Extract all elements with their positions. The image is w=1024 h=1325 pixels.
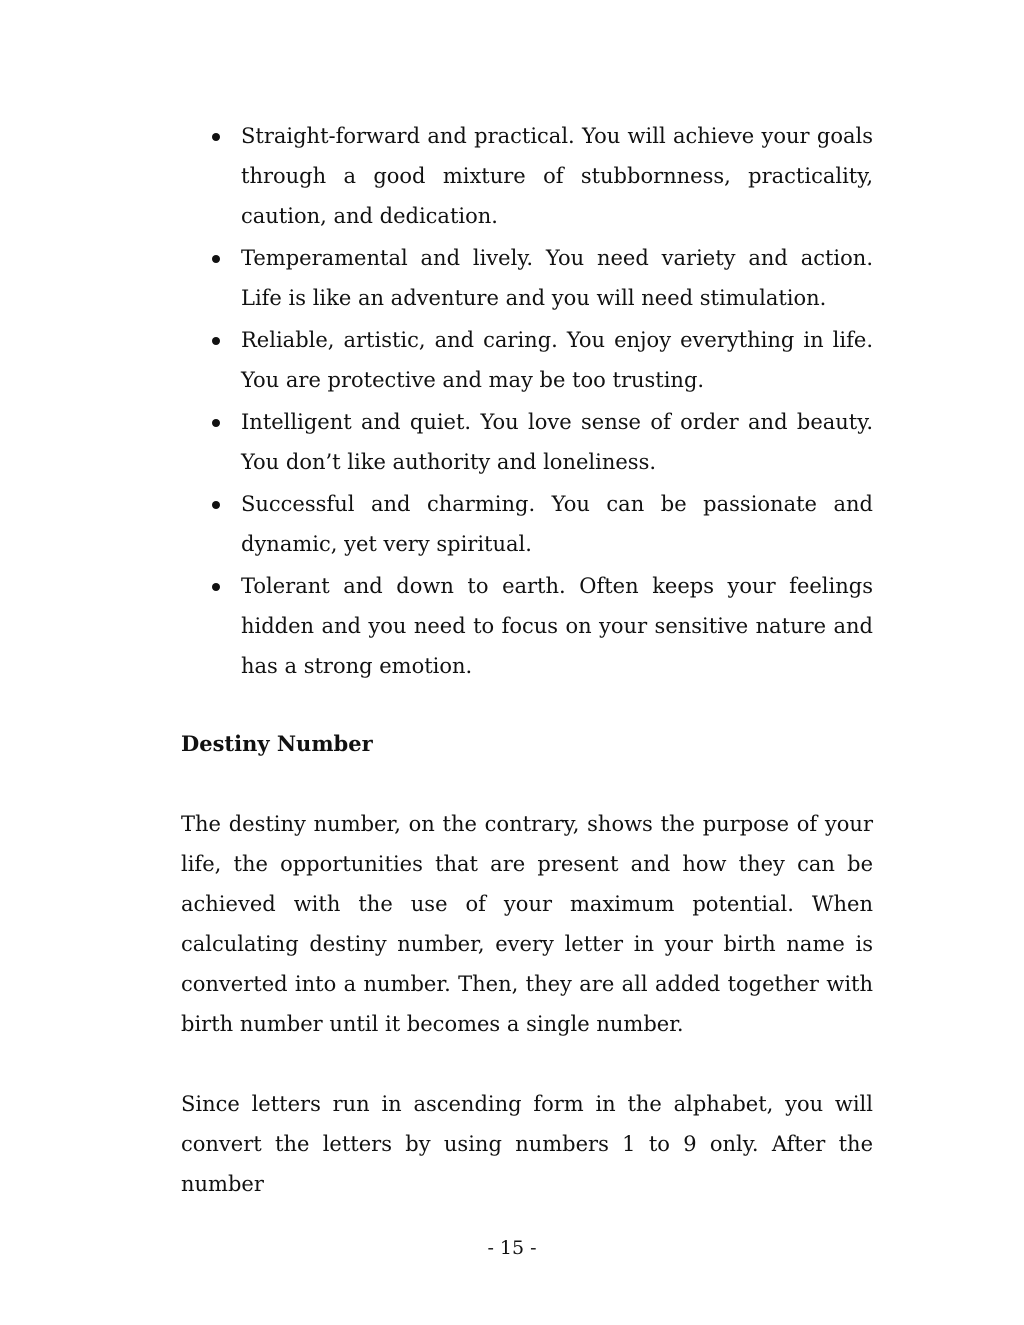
- bullet-dot-icon: [212, 419, 220, 427]
- bullet-text: Straight-forward and practical. You will achieve your goals through a good mixture of stubbornness, practicality, caution, and dedication.: [241, 124, 873, 228]
- bullet-item: [181, 484, 873, 564]
- bullet-text: Intelligent and quiet. You love sense of order and beauty. You don’t like authority and loneliness.: [241, 410, 873, 474]
- page-number: - 15 -: [487, 1237, 537, 1259]
- bullet-item: [181, 116, 873, 236]
- bullet-dot-icon: [212, 255, 220, 263]
- body-paragraph: Since letters run in ascending form in the alphabet, you will convert the letters by using numbers 1 to 9 only. After the number: [181, 1092, 873, 1196]
- bullet-item: [181, 566, 873, 686]
- body-paragraph: The destiny number, on the contrary, shows the purpose of your life, the opportunities that are present and how they can be achieved with the use of your maximum potential. When calculating destiny number, every letter in your birth name is converted into a number. Then, they are all added together with birth number until it becomes a single number.: [181, 812, 873, 1036]
- section-heading: Destiny Number: [181, 731, 373, 756]
- page-body: [181, 116, 873, 1244]
- bullet-dot-icon: [212, 133, 220, 141]
- trait-bullet-list: [181, 116, 873, 686]
- bullet-dot-icon: [212, 337, 220, 345]
- bullet-text: Successful and charming. You can be passionate and dynamic, yet very spiritual.: [241, 492, 873, 556]
- bullet-text: Reliable, artistic, and caring. You enjoy everything in life. You are protective and may be too trusting.: [241, 328, 873, 392]
- bullet-dot-icon: [212, 583, 220, 591]
- bullet-item: [181, 320, 873, 400]
- bullet-dot-icon: [212, 501, 220, 509]
- bullet-text: Temperamental and lively. You need variety and action. Life is like an adventure and you will need stimulation.: [241, 246, 873, 310]
- bullet-item: [181, 238, 873, 318]
- bullet-item: [181, 402, 873, 482]
- bullet-text: Tolerant and down to earth. Often keeps your feelings hidden and you need to focus on your sensitive nature and has a strong emotion.: [241, 574, 873, 678]
